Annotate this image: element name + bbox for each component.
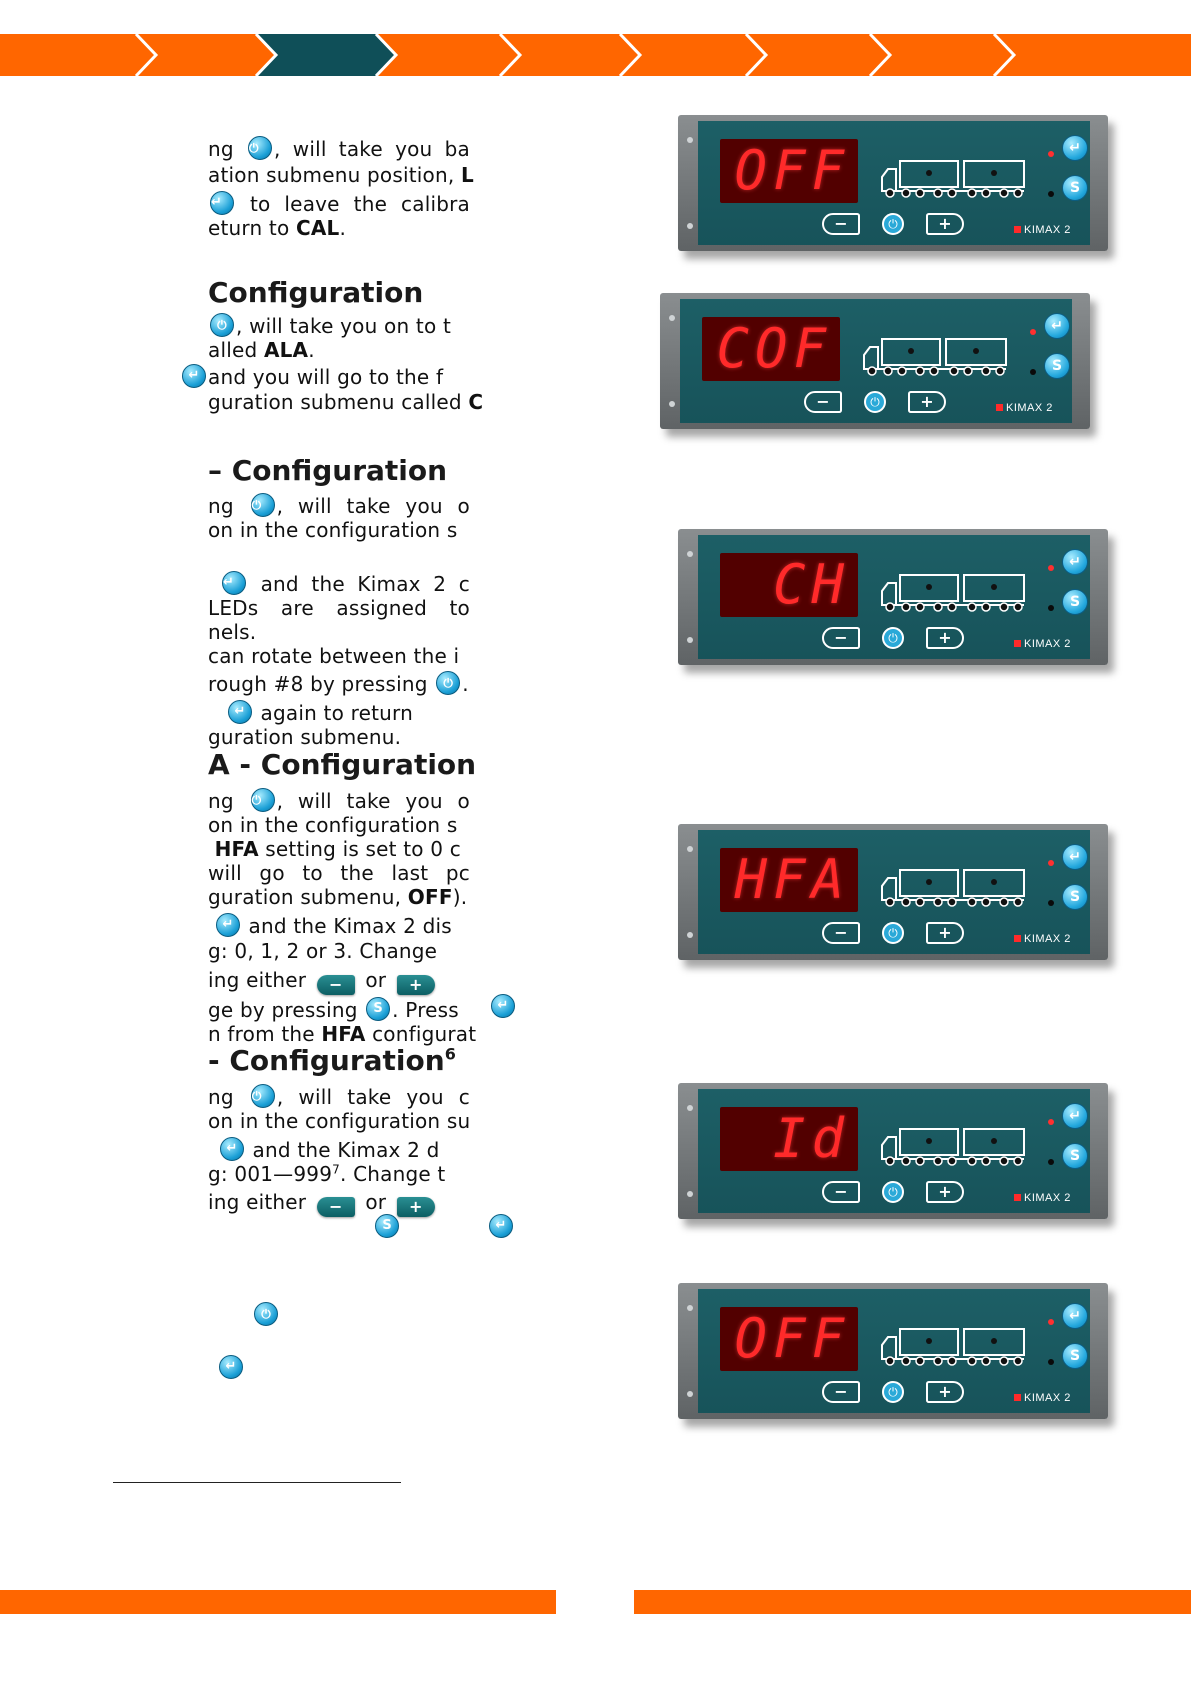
instruction-text-column [0,0,484,1400]
panel-minus-button[interactable]: − [822,1181,860,1203]
text-line: on in the configuration s [208,518,458,542]
panel-screw [687,1305,693,1311]
enter-button-icon [210,191,234,215]
text-line: on in the configuration s [208,813,458,837]
text-line: guration submenu, OFF). [208,885,468,909]
text-line: ↵ and the Kimax 2 c [208,571,470,596]
panel-face [698,1089,1090,1213]
status-led-red [1048,151,1054,157]
status-led [1048,605,1054,611]
minus-key-icon: − [317,1197,355,1217]
enter-button-icon [182,364,206,388]
section-heading: - Configuration$^6$ [208,1044,456,1077]
text-line: ↵ and the Kimax 2 d [208,1137,470,1162]
truck-trailer-icon [880,1321,1026,1367]
panel-enter-button[interactable]: ↵ [1062,1303,1088,1329]
panel-set-button[interactable]: S [1062,884,1088,910]
enter-button-icon [219,1355,243,1379]
truck-trailer-icon [880,862,1026,908]
text-line: g: 0, 1, 2 or 3. Change [208,939,438,963]
status-led [1048,1359,1054,1365]
panel-plus-button[interactable]: + [908,391,946,413]
status-led-red [1048,1319,1054,1325]
panel-face [698,1289,1090,1413]
panel-plus-button[interactable]: + [926,627,964,649]
text-line: nels. [208,620,257,644]
truck-trailer-icon [880,1121,1026,1167]
panel-screw [687,1191,693,1197]
panel-power-button[interactable]: ⏻ [882,1181,904,1203]
text-line: ng ⏻ , will take you o [208,493,470,518]
panel-set-button[interactable]: S [1062,589,1088,615]
power-button-icon [436,671,460,695]
panel-screw [687,223,693,229]
status-led-red [1048,565,1054,571]
text-line: n from the HFA configurat [208,1022,477,1046]
text-line: ↵ to leave the calibra [208,191,470,216]
panel-screw [687,637,693,643]
status-led [1048,900,1054,906]
truck-trailer-icon [880,153,1026,199]
power-button-icon [251,1084,275,1108]
kimax-brand-logo: KIMAX 2 [1014,638,1071,650]
text-line: ng ⏻ , will take you o [208,788,470,813]
text-line: rough #8 by pressing ⏻ . [208,671,470,696]
panel-power-button[interactable]: ⏻ [882,1381,904,1403]
panel-screw [687,932,693,938]
section-heading: Configuration [208,276,424,309]
lcd-display: OFF [720,1307,858,1371]
plus-key-icon: + [397,1197,435,1217]
panel-screw [687,1391,693,1397]
panel-screw [669,315,675,321]
minus-key-icon: − [317,975,355,995]
set-button-icon [366,997,390,1021]
text-line: ing either − or + [208,1190,470,1217]
text-line: ⏻, will take you on to t [208,313,470,338]
status-led [1048,191,1054,197]
panel-power-button[interactable]: ⏻ [882,627,904,649]
text-line: on in the configuration su [208,1109,471,1133]
panel-face [698,830,1090,954]
panel-face [698,121,1090,245]
enter-button-icon [228,700,252,724]
panel-power-button[interactable]: ⏻ [882,213,904,235]
panel-enter-button[interactable]: ↵ [1044,313,1070,339]
text-line: ng ⏻ , will take you c [208,1084,470,1109]
lcd-display: OFF [720,139,858,203]
footer-bar-left [0,1590,556,1614]
panel-plus-button[interactable]: + [926,1381,964,1403]
panel-set-button[interactable]: S [1044,353,1070,379]
enter-button-icon [489,1214,513,1238]
panel-power-button[interactable]: ⏻ [882,922,904,944]
power-button-icon [248,136,272,160]
text-line: alled ALA. [208,338,315,362]
kimax-brand-logo: KIMAX 2 [996,402,1053,414]
text-line: guration submenu called C [208,390,484,414]
panel-set-button[interactable]: S [1062,1143,1088,1169]
panel-set-button[interactable]: S [1062,1343,1088,1369]
section-heading: A - Configuration [208,748,477,781]
panel-set-button[interactable]: S [1062,175,1088,201]
footnote-rule [113,1482,401,1483]
enter-button-icon [491,994,515,1018]
truck-trailer-icon [880,567,1026,613]
panel-minus-button[interactable]: − [822,213,860,235]
text-line: LEDs are assigned to [208,596,470,620]
kimax-brand-logo: KIMAX 2 [1014,933,1071,945]
panel-enter-button[interactable]: ↵ [1062,135,1088,161]
text-line: guration submenu. [208,725,402,749]
set-button-icon [375,1214,399,1238]
kimax-device-panel-6 [678,1283,1108,1419]
panel-enter-button[interactable]: ↵ [1062,549,1088,575]
lcd-display: HFA [720,848,858,912]
panel-screw [669,401,675,407]
panel-minus-button[interactable]: − [822,627,860,649]
truck-trailer-icon [862,331,1008,377]
panel-enter-button[interactable]: ↵ [1062,1103,1088,1129]
text-line: and you will go to the f [208,365,444,389]
power-button-icon [251,788,275,812]
kimax-brand-logo: KIMAX 2 [1014,1392,1071,1404]
section-heading: – Configuration [208,454,448,487]
status-led [1048,1159,1054,1165]
text-line: ↵ again to return [208,700,470,725]
footer-bar-right [634,1590,1191,1614]
kimax-device-panel-1 [678,115,1108,251]
text-line: g: $001—999^7$. Change t [208,1162,446,1186]
panel-plus-button[interactable]: + [926,922,964,944]
status-led-red [1048,860,1054,866]
plus-key-icon: + [397,975,435,995]
panel-plus-button[interactable]: + [926,1181,964,1203]
panel-minus-button[interactable]: − [822,1381,860,1403]
panel-screw [687,1105,693,1111]
status-led-red [1030,329,1036,335]
panel-face [680,299,1072,423]
enter-button-icon [222,571,246,595]
kimax-device-panel-3 [678,529,1108,665]
enter-button-icon [216,913,240,937]
panel-screw [687,846,693,852]
panel-plus-button[interactable]: + [926,213,964,235]
power-button-icon [251,493,275,517]
text-line: can rotate between the i [208,644,460,668]
panel-screw [687,137,693,143]
panel-face [698,535,1090,659]
text-line: HFA setting is set to 0 c [214,837,461,861]
text-line: eturn to CAL. [208,216,347,240]
panel-enter-button[interactable]: ↵ [1062,844,1088,870]
kimax-brand-logo: KIMAX 2 [1014,1192,1071,1204]
status-led [1030,369,1036,375]
power-button-icon [254,1302,278,1326]
text-line: ng ⏻ , will take you ba [208,136,470,161]
text-line: ↵ and the Kimax 2 dis [208,913,470,938]
status-led-red [1048,1119,1054,1125]
enter-button-icon [220,1137,244,1161]
kimax-device-panel-4 [678,824,1108,960]
text-line: ation submenu position, L [208,163,474,187]
power-button-icon [210,313,234,337]
text-line: ing either − or + [208,968,470,995]
panel-power-button[interactable]: ⏻ [864,391,886,413]
panel-minus-button[interactable]: − [822,922,860,944]
panel-screw [687,551,693,557]
lcd-display: Id [720,1107,858,1171]
kimax-brand-logo: KIMAX 2 [1014,224,1071,236]
lcd-display: COF [702,317,840,381]
text-line: ge by pressing S . Press [208,997,470,1022]
panel-minus-button[interactable]: − [804,391,842,413]
lcd-display: CH [720,553,858,617]
text-line: will go to the last pc [208,861,470,885]
kimax-device-panel-2 [660,293,1090,429]
kimax-device-panel-5 [678,1083,1108,1219]
